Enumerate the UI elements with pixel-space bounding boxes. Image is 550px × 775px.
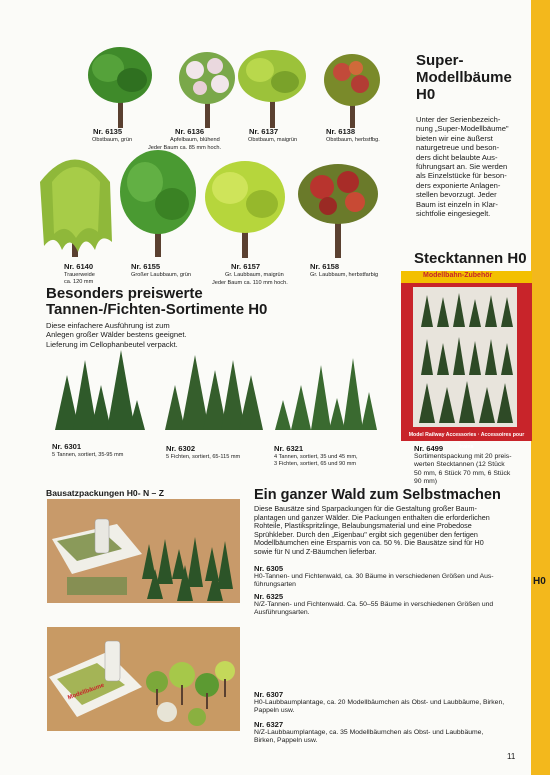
- wald-6325-number: Nr. 6325: [254, 592, 284, 601]
- wald-6327-line: N/Z-Laubbaumplantage, ca. 35 Modellbäumchen als Obst- und Laubbäume,: [254, 729, 484, 736]
- super-body-line: naturgetreue und beson-: [416, 143, 500, 153]
- page-number: 11: [507, 752, 516, 761]
- super-title-line2: Modellbäume: [416, 69, 512, 86]
- tree-6135-number: Nr. 6135: [93, 127, 123, 136]
- stecktannen-title: Stecktannen H0: [414, 250, 527, 267]
- super-trees-row1-image: [60, 40, 405, 130]
- super-body: [416, 115, 531, 218]
- super-body-line: Unter der Serienbezeich-: [416, 115, 501, 124]
- tannen-body-line: Anlegen großer Wälder bestens geeignet.: [46, 330, 187, 340]
- super-title-line1: Super-: [416, 52, 464, 69]
- tree-6138-caption: Obstbaum, herbstfbg.: [326, 137, 380, 143]
- tannen-6301-caption: 5 Tannen, sortiert, 35-95 mm: [52, 452, 124, 458]
- wald-6305-line: H0-Tannen- und Fichtenwald, ca. 30 Bäume in verschiedenen Größen und Aus-: [254, 573, 494, 580]
- side-tab-label: H0: [533, 576, 546, 587]
- tannen-6321-number: Nr. 6321: [274, 444, 304, 453]
- tannen-title-line2: Tannen-/Fichten-Sortimente H0: [46, 301, 268, 318]
- side-tab: [531, 0, 550, 775]
- package-trees-image: [413, 287, 517, 427]
- tannen-title-line1: Besonders preiswerte: [46, 285, 203, 302]
- wald-6327-line: Birken, Pappeln usw.: [254, 737, 318, 745]
- wald-body-line: Diese Bausätze sind Sparpackungen für die Gestaltung großer Baum-: [254, 504, 477, 513]
- stecktannen-body-line: werten Stecktannen (12 Stück: [414, 461, 505, 469]
- super-body-line: sichtfolie eingesiegelt.: [416, 209, 491, 219]
- wald-title: Ein ganzer Wald zum Selbstmachen: [254, 487, 501, 503]
- tree-6155-number: Nr. 6155: [131, 262, 161, 271]
- tree-6136-number: Nr. 6136: [175, 127, 205, 136]
- wald-6307-line: Pappeln usw.: [254, 707, 295, 715]
- tree-6135-image: [88, 47, 152, 128]
- tree-6137-image: [238, 50, 306, 128]
- super-body-line: führungsart an. Sie werden: [416, 162, 508, 172]
- wald-item-6305: [254, 564, 494, 590]
- wald-body-line: sowie für N und Z-Bäumchen lieferbar.: [254, 546, 377, 556]
- row2-shared-caption: Jeder Baum ca. 110 mm hoch.: [212, 280, 288, 286]
- tannen-6302-number: Nr. 6302: [166, 444, 196, 453]
- stecktannen-body-line: 50 mm, 6 Stück 70 mm, 6 Stück: [414, 469, 511, 477]
- tree-6137-caption: Obstbaum, maigrün: [248, 137, 298, 143]
- tannen-6302-caption: 5 Fichten, sortiert, 65-115 mm: [166, 454, 241, 460]
- super-body-line: nung „Super-Modellbäume": [416, 124, 509, 134]
- tree-6158-image: [298, 164, 378, 258]
- super-body-line: stellen bevorzugt. Jeder: [416, 190, 497, 200]
- tree-6140-height: ca. 120 mm: [64, 279, 94, 285]
- wald-item-6307: [254, 690, 504, 716]
- tannen-body-line: Diese einfachere Ausführung ist zum: [46, 321, 170, 330]
- tannen-6321-caption2: 3 Fichten, sortiert, 65 und 90 mm: [274, 461, 357, 467]
- tree-6157-image: [205, 161, 285, 258]
- tree-6136-caption: Apfelbaum, blühend: [170, 137, 220, 143]
- tree-6157-number: Nr. 6157: [231, 262, 261, 271]
- stecktannen-body: [414, 453, 511, 487]
- tree-6158-caption: Gr. Laubbaum, herbstfarbig: [310, 272, 379, 278]
- tree-6155-image: [120, 150, 196, 257]
- super-body-line: ders dicht belaubte Aus-: [416, 152, 498, 162]
- tree-6157-caption: Gr. Laubbaum, maigrün: [225, 272, 284, 278]
- super-title-line3: H0: [416, 86, 436, 103]
- wald-body-line: plantagen und ganzer Wälder. Die Packungen enthalten die erforderlichen: [254, 512, 490, 522]
- stecktannen-number: Nr. 6499: [414, 444, 444, 453]
- wald-6325-line: Ausführungsarten.: [254, 609, 310, 617]
- bausatz-photo-6307: [47, 627, 240, 731]
- super-trees-row2-image: [30, 142, 400, 260]
- photo-6305-content: [47, 499, 240, 603]
- tree-6155-caption: Großer Laubbaum, grün: [131, 272, 192, 278]
- tree-6137-number: Nr. 6137: [249, 127, 279, 136]
- wald-6305-number: Nr. 6305: [254, 564, 284, 573]
- bausatz-photo-6305: [47, 499, 240, 603]
- tannen-6321-image: [275, 358, 377, 430]
- tannen-6321-caption1: 4 Tannen, sortiert, 35 und 45 mm,: [274, 454, 358, 460]
- photo-box-label: Modellbäume: [67, 682, 106, 702]
- tannen-title: [46, 286, 267, 318]
- stecktannen-body-line: Sortimentspackung mit 20 preis-: [414, 453, 512, 460]
- wald-6305-line: führungsarten: [254, 581, 296, 589]
- wald-item-6325: [254, 592, 493, 618]
- wald-body-line: Modellbäumchen eine Ersparnis von ca. 50 %. Die Bausätze sind für H0: [254, 538, 484, 548]
- wald-item-6327: [254, 720, 483, 746]
- wald-6327-number: Nr. 6327: [254, 720, 284, 729]
- wald-body-line: Sprühkleber. Durch den „Eigenbau" ergibt sich gegenüber den fertigen: [254, 529, 478, 539]
- tree-6140-caption: Trauerweide: [64, 272, 95, 278]
- package-footer-text: Model Railway Accessories · Accessoires pour trains: [401, 429, 532, 441]
- tree-6135-caption: Obstbaum, grün: [92, 137, 133, 143]
- super-body-line: Baum ist einzeln in Klar-: [416, 199, 498, 209]
- tree-6138-number: Nr. 6138: [326, 127, 356, 136]
- wald-6307-number: Nr. 6307: [254, 690, 284, 699]
- super-body-line: als Einzelstücke für beson-: [416, 171, 507, 181]
- wald-6307-line: H0-Laubbaumplantage, ca. 20 Modellbäumchen als Obst- und Laubbäume, Birken,: [254, 699, 505, 706]
- tree-6140-number: Nr. 6140: [64, 262, 94, 271]
- row1-shared-caption: Jeder Baum ca. 85 mm hoch.: [148, 145, 222, 151]
- stecktannen-body-line: 90 mm): [414, 478, 438, 486]
- tannen-6301-image: [55, 350, 145, 430]
- tannen-illustration: [45, 330, 390, 440]
- wald-body-line: Rohteile, Plastikspritzlinge, Belaubungsmaterial und eine Probedose: [254, 521, 472, 531]
- wald-6325-line: N/Z-Tannen- und Fichtenwald. Ca. 50–55 Bäume in verschiedenen Größen und: [254, 601, 494, 608]
- tree-6158-number: Nr. 6158: [310, 262, 340, 271]
- bausatz-heading: Bausatzpackungen H0- N – Z: [46, 488, 164, 498]
- wald-body: [254, 505, 490, 557]
- tannen-6301-number: Nr. 6301: [52, 442, 82, 451]
- super-body-line: bieten wir eine äußerst: [416, 133, 493, 143]
- tannen-6302-image: [165, 355, 263, 430]
- tree-6136-image: [179, 52, 235, 128]
- package-header-text: Modellbahn-Zubehör: [423, 272, 493, 279]
- tree-6138-image: [324, 54, 380, 128]
- super-body-line: ders exponierte Anlagen-: [416, 180, 501, 190]
- photo-6307-content: [47, 627, 240, 731]
- super-title: [416, 52, 512, 103]
- tree-6140-image: [40, 160, 112, 258]
- tannen-body-line: Lieferung im Cellophanbeutel verpackt.: [46, 339, 178, 349]
